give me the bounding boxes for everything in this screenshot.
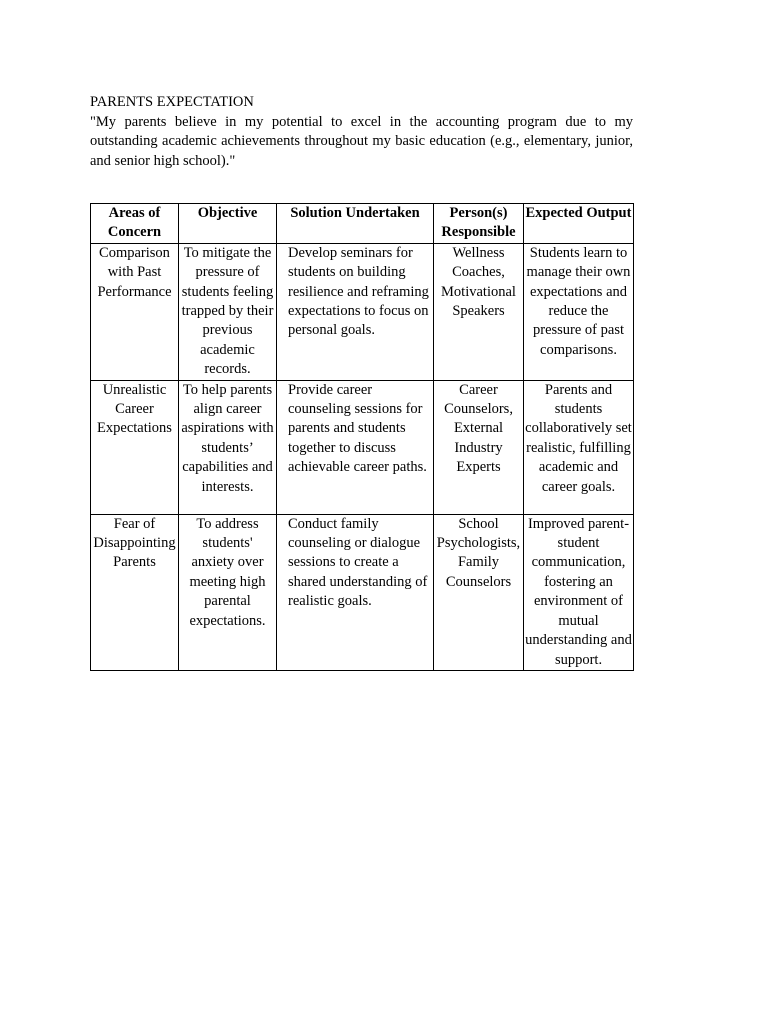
parent-quote: "My parents believe in my potential to excel in the accounting program due to my outstanding academic achievements throughout my basic education (e.g., elementary, junior, and senior high school)." — [90, 113, 633, 169]
cell-output: Improved parent-student communication, fostering an environment of mutual understanding and support. — [524, 514, 634, 670]
cell-output: Parents and students collaboratively set realistic, fulfilling academic and career goals. — [524, 380, 634, 514]
cell-solution: Conduct family counseling or dialogue sessions to create a shared understanding of realistic goals. — [277, 514, 434, 670]
cell-area: Fear of Disappointing Parents — [91, 514, 179, 670]
header-solution-undertaken: Solution Undertaken — [277, 204, 434, 244]
table-row — [91, 243, 634, 380]
document-page — [90, 93, 633, 668]
table-header-row — [91, 204, 634, 244]
table-row — [91, 380, 634, 514]
cell-objective: To mitigate the pressure of students feeling trapped by their previous academic records. — [179, 243, 277, 380]
section-heading: PARENTS EXPECTATION — [90, 94, 254, 110]
cell-persons: School Psychologists, Family Counselors — [434, 514, 524, 670]
table-row — [91, 514, 634, 670]
cell-area: Comparison with Past Performance — [91, 243, 179, 380]
header-persons-responsible: Person(s) Responsible — [434, 204, 524, 244]
header-expected-output: Expected Output — [524, 204, 634, 244]
cell-solution: Develop seminars for students on building resilience and reframing expectations to focus on personal goals. — [277, 243, 434, 380]
cell-output: Students learn to manage their own expectations and reduce the pressure of past comparisons. — [524, 243, 634, 380]
action-plan-table — [90, 203, 634, 671]
cell-objective: To help parents align career aspirations with students’ capabilities and interests. — [179, 380, 277, 514]
cell-area: Unrealistic Career Expectations — [91, 380, 179, 514]
header-areas-of-concern: Areas of Concern — [91, 204, 179, 244]
header-objective: Objective — [179, 204, 277, 244]
cell-persons: Wellness Coaches, Motivational Speakers — [434, 243, 524, 380]
cell-persons: Career Counselors, External Industry Experts — [434, 380, 524, 514]
cell-solution: Provide career counseling sessions for parents and students together to discuss achievable career paths. — [277, 380, 434, 514]
cell-objective: To address students' anxiety over meeting high parental expectations. — [179, 514, 277, 670]
